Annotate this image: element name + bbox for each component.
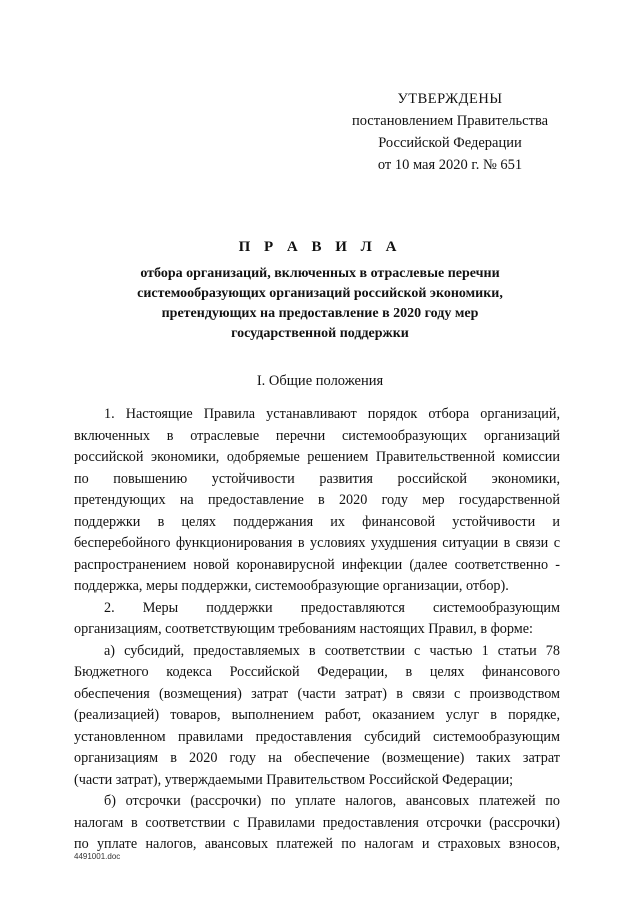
body-text [74,404,560,856]
paragraph-line: претендующих на предоставление в 2020 году мер государственной [74,492,560,508]
paragraph-line: распространением новой коронавирусной инфекции (далее соответственно - [74,556,560,573]
paragraph-line: по уплате налогов, авансовых платежей по налогам и страховых взносов, [74,836,560,852]
approval-country: Российской Федерации [378,135,522,151]
paragraph-line: 2. Меры поддержки предоставляются системообразующим [104,599,560,616]
document-subtitle-line: государственной поддержки [231,326,409,341]
document-subtitle-line: отбора организаций, включенных в отраслевые перечни [140,266,500,281]
paragraph-line: установленном правилами предоставления субсидий системообразующим [74,728,560,745]
paragraph-line: Бюджетного кодекса Российской Федерации, в целях финансового [74,664,560,680]
paragraph-line: б) отсрочки (рассрочки) по уплате налогов, авансовых платежей по [104,793,560,809]
section-heading: I. Общие положения [256,373,384,389]
paragraph-line: а) субсидий, предоставляемых в соответствии с частью 1 статьи 78 [104,642,560,659]
approval-authority: постановлением Правительства [351,113,549,129]
paragraph-line: поддержки в целях поддержания их финансовой устойчивости и [74,513,560,530]
paragraph-line: (части затрат), утверждаемыми Правительством Российской Федерации; [74,771,514,788]
paragraph-line: бесперебойного функционирования в условиях ухудшения ситуации в связи с [74,535,560,551]
approval-heading: УТВЕРЖДЕНЫ [397,91,503,107]
paragraph-line: включенных в отраслевые перечни системообразующих организаций [74,427,560,444]
document-file-name: 4491001.doc [74,852,121,861]
paragraph-line: по повышению устойчивости развития российской экономики, [74,470,560,487]
document-subtitle-line: претендующих на предоставление в 2020 году мер [161,306,479,321]
document-title-block [70,236,570,344]
paragraph-line: налогам в соответствии с Правилами предоставления отсрочки (рассрочки) [74,814,560,831]
paragraph-line: 1. Настоящие Правила устанавливают порядок отбора организаций, [104,406,560,422]
document-subtitle-line: системообразующих организаций российской экономики, [137,286,503,301]
paragraph-line: (реализацией) товаров, выполнением работ, оказанием услуг в порядке, [74,707,560,723]
approval-stamp [330,88,570,176]
paragraph-line: российской экономики, одобряемые решением Правительственной комиссии [74,449,560,465]
paragraph-line: организациям в 2020 году на обеспечение (возмещение) таких затрат [74,750,560,766]
paragraph-line: поддержка, меры поддержки, системообразующие организации, отбор). [74,578,509,594]
paragraph-line: организациям, соответствующим требованиям настоящих Правил, в форме: [74,621,533,637]
paragraph-line: обеспечения (возмещения) затрат (части затрат) в связи с производством [74,685,560,702]
approval-date-number: от 10 мая 2020 г. № 651 [377,157,523,173]
document-title: П Р А В И Л А [238,239,402,255]
